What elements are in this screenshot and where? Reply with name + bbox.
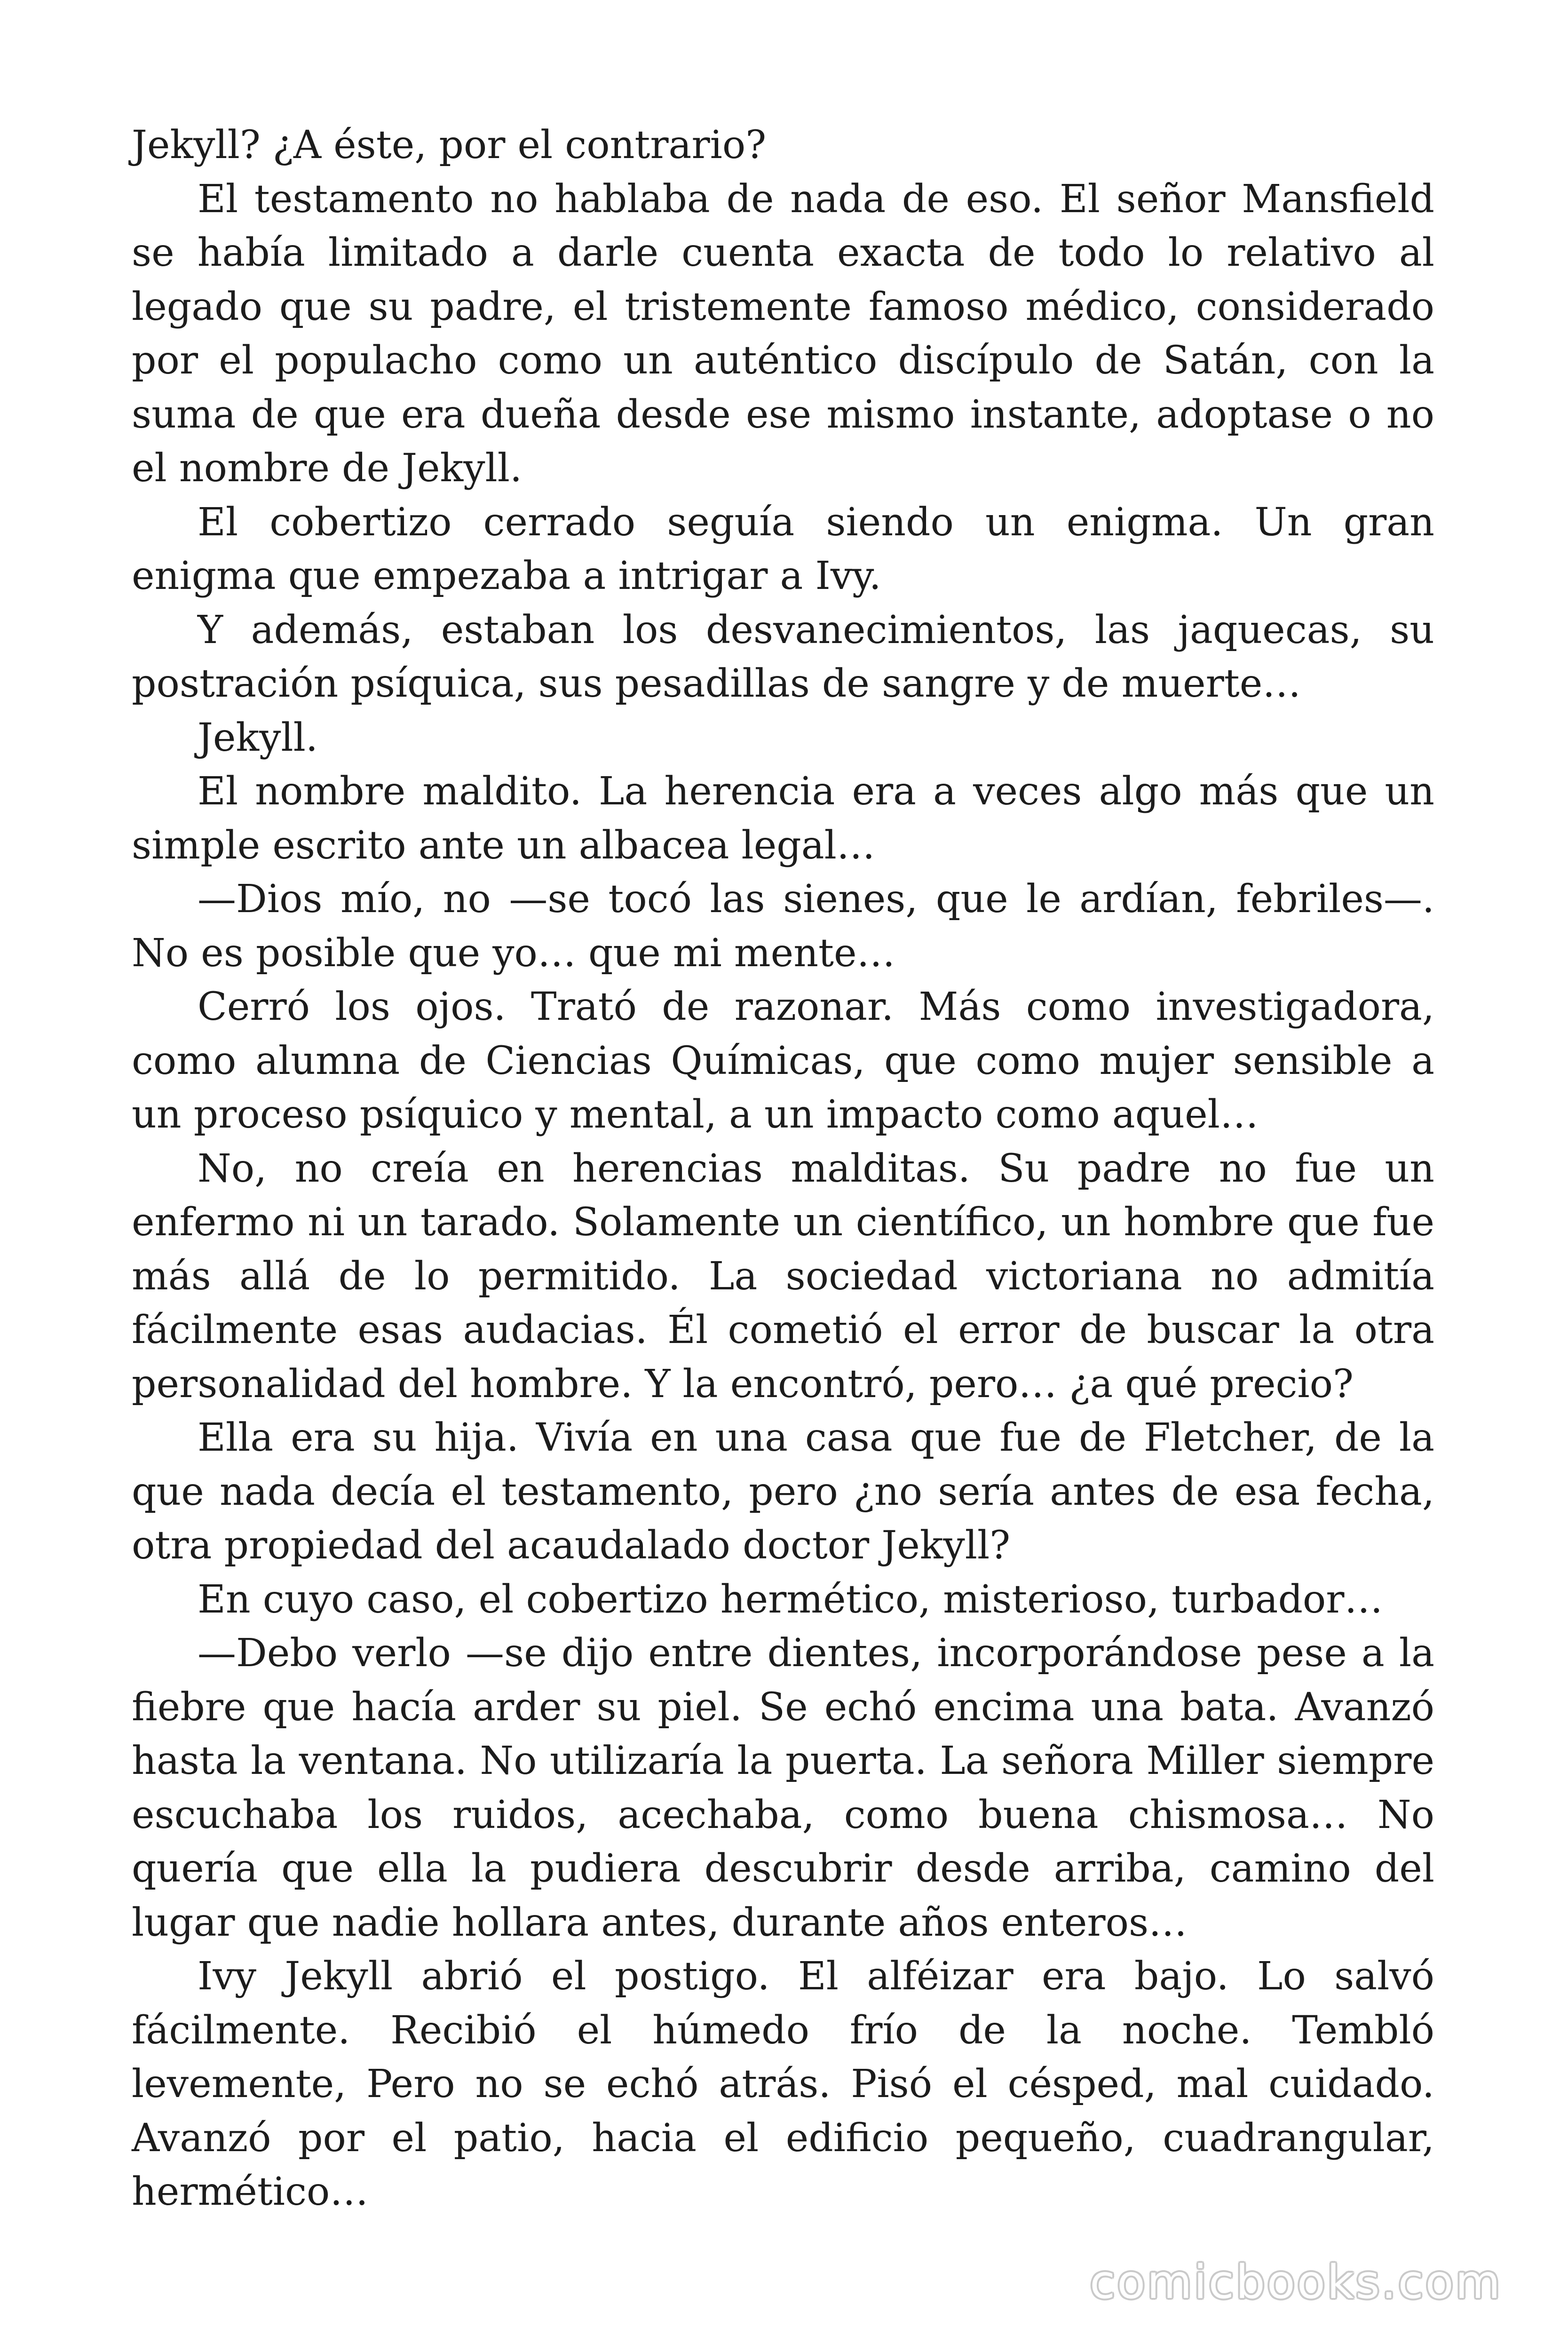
paragraph-5: Jekyll.: [198, 715, 318, 760]
paragraph-6: El nombre maldito. La herencia era a veces algo más que un simple escrito ante un albacea legal…: [132, 769, 1434, 868]
watermark: comicbooks.com: [1090, 2256, 1502, 2309]
paragraph-12: —Debo verlo —se dijo entre dientes, incorporándose pese a la fiebre que hacía arder su piel. Se echó encima una bata. Avanzó hasta la ventana. No utilizaría la puerta. La señora Miller siempre escuchaba los ruidos, acechaba, como buena chismosa… No quería que ella la pudiera descubrir desde arriba, camino del lugar que nadie hollara antes, durante años enteros…: [132, 1631, 1434, 1945]
paragraph-8: Cerró los ojos. Trató de razonar. Más como investigadora, como alumna de Ciencias Químicas, que como mujer sensible a un proceso psíquico y mental, a un impacto como aquel…: [132, 985, 1434, 1137]
paragraph-3: El cobertizo cerrado seguía siendo un enigma. Un gran enigma que empezaba a intrigar a Ivy.: [132, 500, 1434, 598]
paragraph-13: Ivy Jekyll abrió el postigo. El alféizar era bajo. Lo salvó fácilmente. Recibió el húmedo frío de la noche. Tembló levemente, Pero no se echó atrás. Pisó el césped, mal cuidado. Avanzó por el patio, hacia el edificio pequeño, cuadrangular, hermético…: [132, 1954, 1434, 2214]
paragraph-9: No, no creía en herencias malditas. Su padre no fue un enfermo ni un tarado. Solamente un científico, un hombre que fue más allá de lo permitido. La sociedad victoriana no admitía fácilmente esas audacias. Él cometió el error de buscar la otra personalidad del hombre. Y la encontró, pero… ¿a qué precio?: [132, 1146, 1434, 1406]
paragraph-1: Jekyll? ¿A éste, por el contrario?: [132, 123, 767, 167]
paragraph-7: —Dios mío, no —se tocó las sienes, que le ardían, febriles—. No es posible que yo… que mi mente…: [132, 877, 1434, 976]
body-text: [132, 119, 1434, 2219]
paragraph-10: Ella era su hija. Vivía en una casa que fue de Fletcher, de la que nada decía el testamento, pero ¿no sería antes de esa fecha, otra propiedad del acaudalado doctor Jekyll?: [132, 1415, 1434, 1568]
paragraph-2: El testamento no hablaba de nada de eso. El señor Mansfield se había limitado a darle cuenta exacta de todo lo relativo al legado que su padre, el tristemente famoso médico, considerado por el populacho como un auténtico discípulo de Satán, con la suma de que era dueña desde ese mismo instante, adoptase o no el nombre de Jekyll.: [132, 176, 1434, 491]
paragraph-4: Y además, estaban los desvanecimientos, las jaquecas, su postración psíquica, sus pesadillas de sangre y de muerte…: [132, 607, 1434, 706]
paragraph-11: En cuyo caso, el cobertizo hermético, misterioso, turbador…: [198, 1577, 1383, 1622]
